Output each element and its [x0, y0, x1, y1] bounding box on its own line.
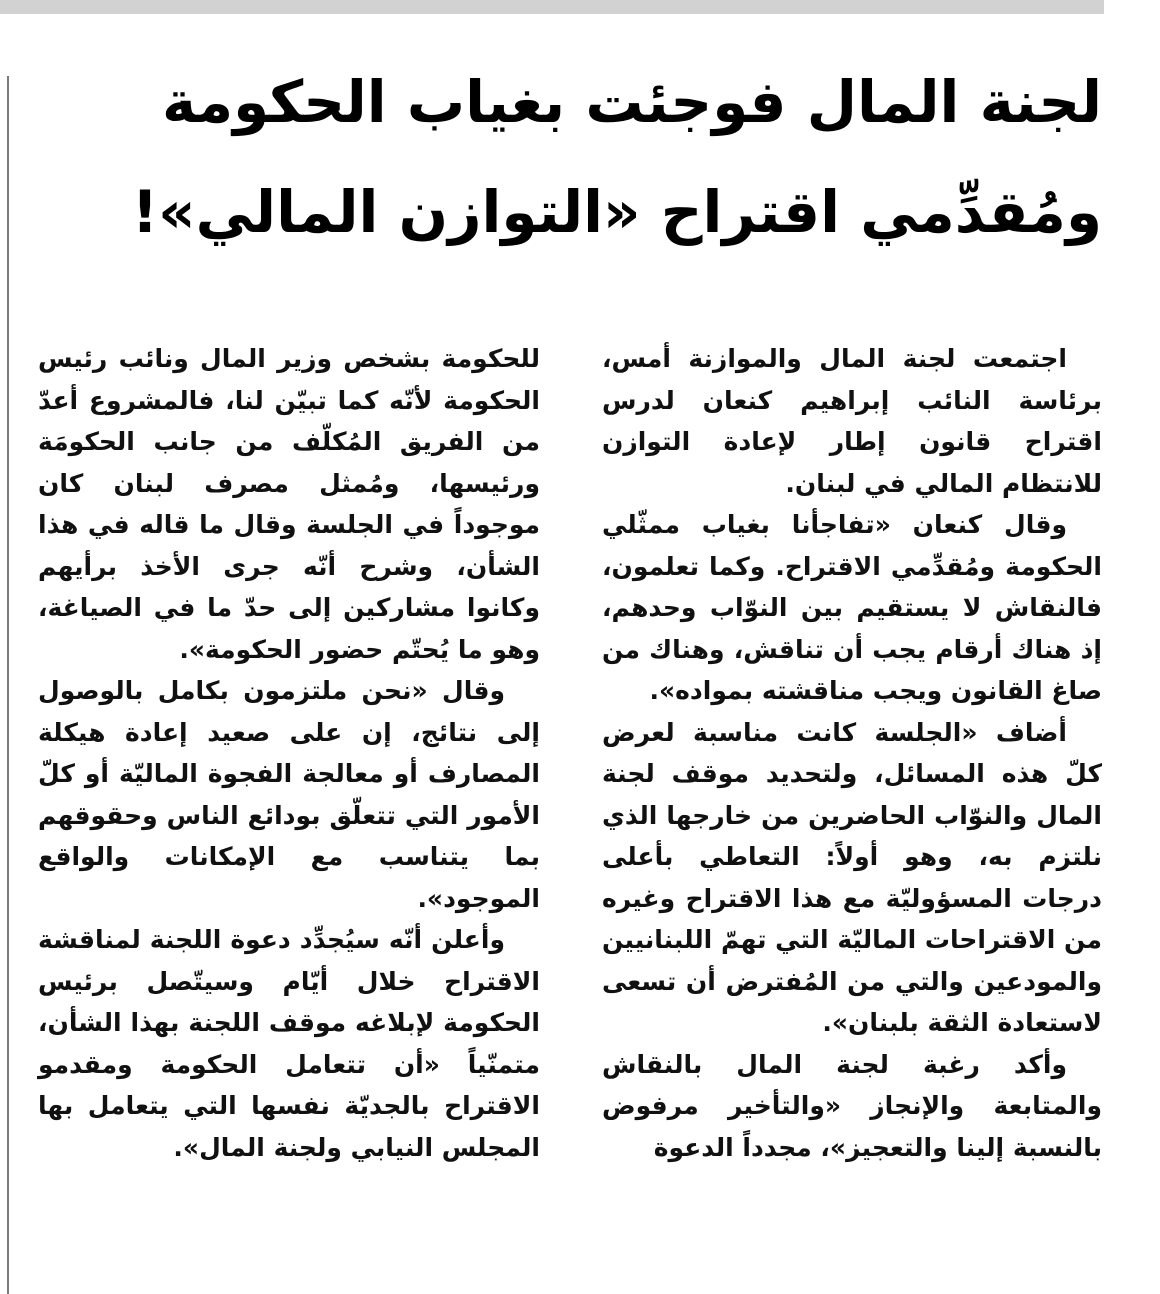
left-margin-rule: [7, 76, 9, 1294]
paragraph-announcement: وأعلن أنّه سيُجدِّد دعوة اللجنة لمناقشة الاقتراح خلال أيّام وسيتّصل برئيس الحكومة لإبلاغه موقف اللجنة بهذا الشأن، متمنّياً «أن تتعامل الحكومة ومقدمو الاقتراح بالجديّة نفسها التي يتعامل بها المجلس النيابي ولجنة المال».: [38, 925, 540, 1162]
article-column-left: [38, 338, 540, 1168]
headline-line-1: لجنة المال فوجئت بغياب الحكومة: [162, 68, 1102, 136]
article-headline: [42, 60, 1102, 254]
paragraph-confirmed: وأكد رغبة لجنة المال بالنقاش والمتابعة والإنجاز «والتأخير مرفوض بالنسبة إلينا والتعجيز»، مجدداً الدعوة: [602, 1049, 1102, 1162]
paragraph-commitment: وقال «نحن ملتزمون بكامل بالوصول إلى نتائج، إن على صعيد إعادة هيكلة المصارف أو معالجة الفجوة الماليّة أو كلّ الأمور التي تتعلّق بودائع الناس وحقوقهم بما يتناسب مع الإمكانات والواقع الموجود».: [38, 676, 540, 913]
paragraph-kanaan-quote: وقال كنعان «تفاجأنا بغياب ممثّلي الحكومة ومُقدِّمي الاقتراح. وكما تعلمون، فالنقاش لا يستقيم بين النوّاب وحدهم، إذ هناك أرقام يجب أن تناقش، وهناك من صاغ القانون ويجب مناقشته بمواده».: [602, 510, 1102, 705]
paragraph-added: أضاف «الجلسة كانت مناسبة لعرض كلّ هذه المسائل، ولتحديد موقف لجنة المال والنوّاب الحاضرين من خارجها الذي نلتزم به، وهو أولاً: التعاطي بأعلى درجات المسؤوليّة مع هذا الاقتراح وغيره من الاقتراحات الماليّة التي تهمّ اللبنانيين والمودعين والتي من المُفترض أن تسعى لاستعادة الثقة بلبنان».: [602, 717, 1102, 1037]
top-gray-bar: [0, 0, 1104, 14]
headline-line-2: ومُقدِّمي اقتراح «التوازن المالي»!: [131, 178, 1102, 246]
paragraph-meeting: اجتمعت لجنة المال والموازنة أمس، برئاسة النائب إبراهيم كنعان لدرس اقتراح قانون إطار لإعادة التوازن للانتظام المالي في لبنان.: [602, 344, 1102, 498]
paragraph-continued: للحكومة بشخص وزير المال ونائب رئيس الحكومة لأنّه كما تبيّن لنا، فالمشروع أعدّ من الفريق المُكلّف من جانب الحكومَة ورئيسها، ومُمثل مصرف لبنان كان موجوداً في الجلسة وقال ما قاله في هذا الشأن، وشرح أنّه جرى الأخذ برأيهم وكانوا مشاركين إلى حدّ ما في الصياغة، وهو ما يُحتّم حضور الحكومة».: [38, 344, 540, 664]
article-column-right: [602, 338, 1102, 1168]
